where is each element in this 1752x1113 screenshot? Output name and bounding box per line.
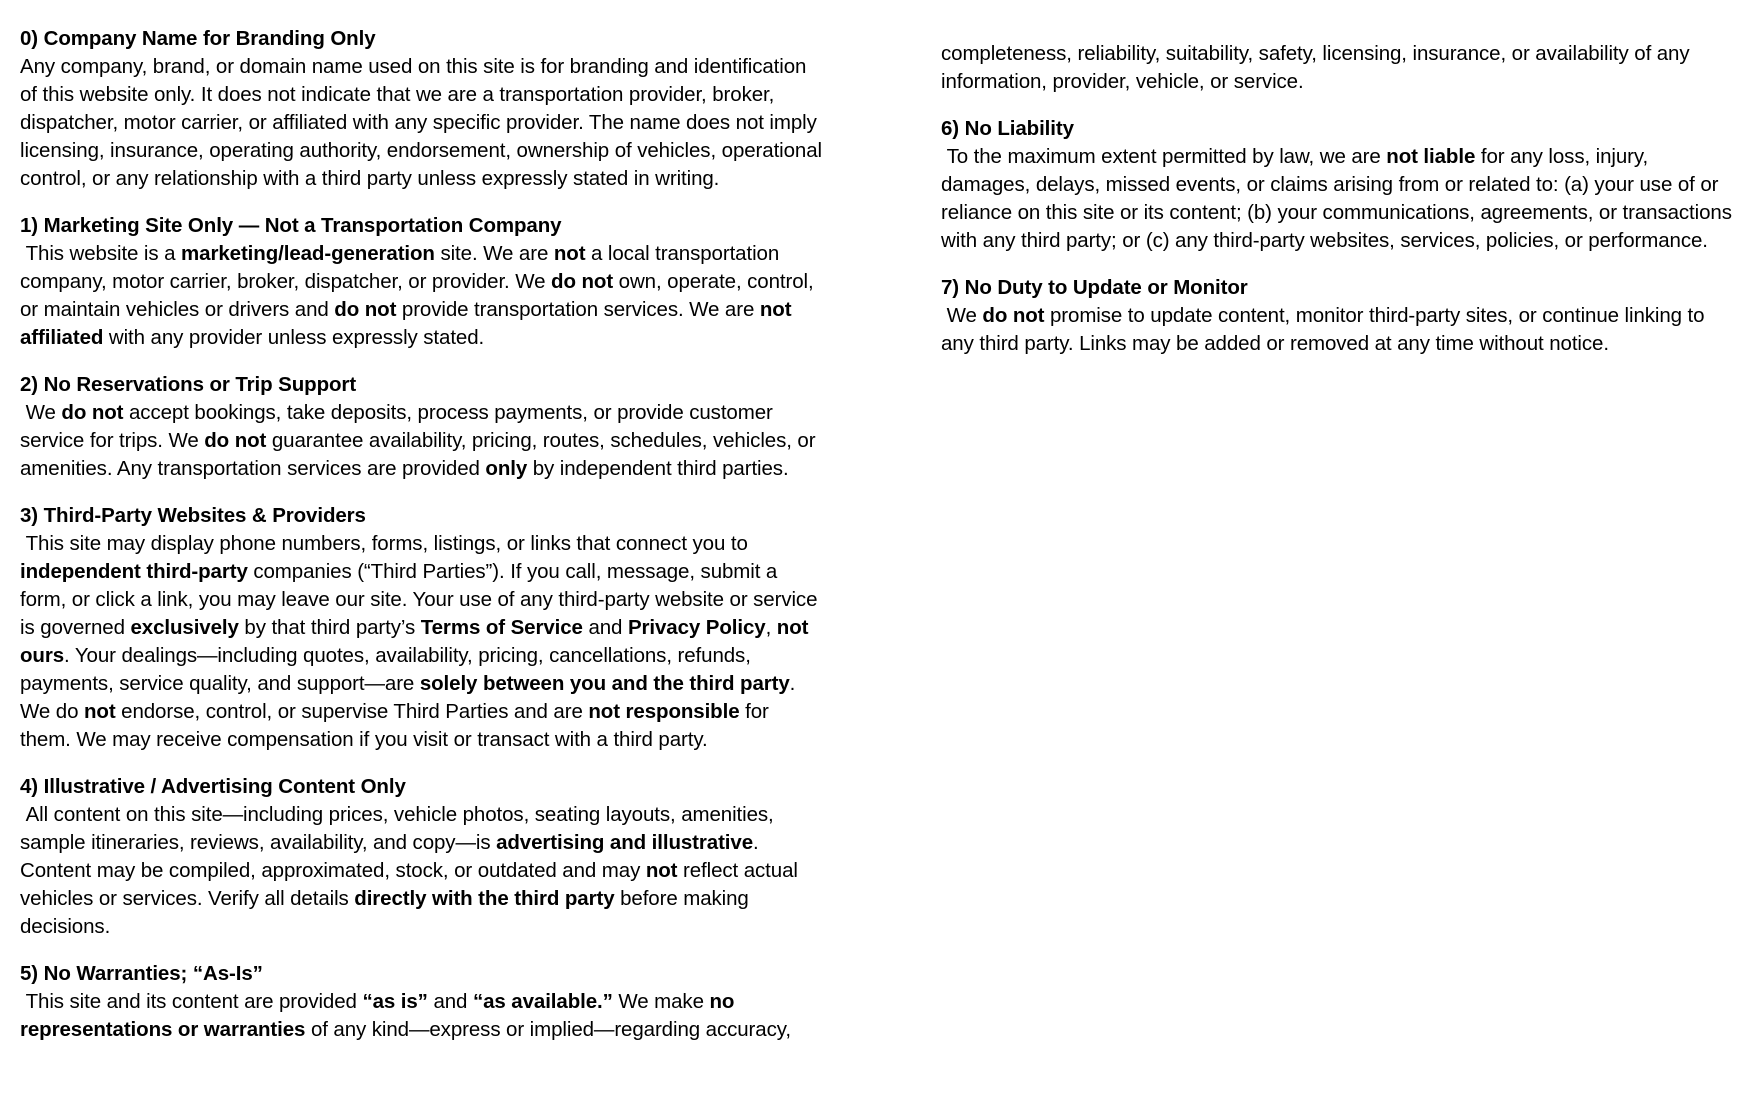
bold-text: do not (334, 298, 397, 321)
bold-text: only (485, 457, 528, 480)
bold-text: not liable (1386, 145, 1476, 168)
bold-text: not affiliated (20, 298, 798, 349)
bold-text: do not (982, 304, 1045, 327)
bold-text: not responsible (588, 700, 740, 723)
bold-text: Terms of Service (420, 616, 583, 639)
bold-text: do not (551, 270, 614, 293)
section-paragraph: 4) Illustrative / Advertising Content Only All content on this site—including prices, vehicle photos, seating layouts, amenities, sample itineraries, reviews, availability, and copy—is advertising and illustrative. Content may be compiled, approximated, stock, or outdated and may not reflect actual vehicles or services. Verify all details directly with the third party before making decisions. (20, 775, 804, 938)
section-paragraph: 2) No Reservations or Trip Support We do not accept bookings, take deposits, process payments, or provide customer service for trips. We do not guarantee availability, pricing, routes, schedules, vehicles, or amenities. Any transportation services are provided only by independent third parties. (20, 373, 822, 480)
section-paragraph: 3) Third-Party Websites & Providers This site may display phone numbers, forms, listings, or links that connect you to independent third-party companies (“Third Parties”). If you call, message, submit a form, or click a link, you may leave our site. Your use of any third-party website or service is governed exclusively by that third party’s Terms of Service and Privacy Policy, not ours. Your dealings—including quotes, availability, pricing, cancellations, refunds, payments, service quality, and support—are solely between you and the third party. We do not endorse, control, or supervise Third Parties and are not responsible for them. We may receive compensation if you visit or transact with a third party. (20, 504, 823, 751)
section-heading: 7) No Duty to Update or Monitor (941, 276, 1248, 299)
section-paragraph: 7) No Duty to Update or Monitor We do not promise to update content, monitor third-party sites, or continue linking to any third party. Links may be added or removed at any time without notice. (941, 276, 1711, 355)
bold-text: “as is” (362, 990, 428, 1013)
bold-text: marketing/lead-generation (181, 242, 435, 265)
bold-text: not (645, 859, 678, 882)
section-paragraph: 1) Marketing Site Only — Not a Transportation Company This website is a marketing/lead-generation site. We are not a local transportation company, motor carrier, broker, dispatcher, or provider. We do not own, operate, control, or maintain vehicles or drivers and do not provide transportation services. We are not affiliated with any provider unless expressly stated. (20, 214, 820, 349)
bold-text: not ours (20, 616, 814, 667)
section-heading: 5) No Warranties; “As-Is” (20, 962, 263, 985)
section-heading: 0) Company Name for Branding Only (20, 27, 376, 50)
section-heading: 4) Illustrative / Advertising Content Only (20, 775, 406, 798)
section-heading: 2) No Reservations or Trip Support (20, 373, 357, 396)
bold-text: Privacy Policy (627, 616, 766, 639)
right-column (941, 40, 1736, 358)
bold-text: solely between you and the third party (419, 672, 790, 695)
section-paragraph: 6) No Liability To the maximum extent permitted by law, we are not liable for any loss, injury, damages, delays, missed events, or claims arising from or related to: (a) your use of or reliance on this site or its content; (b) your communications, agreements, or transactions with any third party; or (c) any third-party websites, services, policies, or performance. (941, 117, 1738, 252)
bold-text: do not (204, 429, 267, 452)
bold-text: do not (61, 401, 124, 424)
bold-text: not (553, 242, 586, 265)
left-column (20, 25, 828, 1044)
bold-text: exclusively (130, 616, 239, 639)
bold-text: directly with the third party (354, 887, 615, 910)
bold-text: no representations or warranties (20, 990, 740, 1041)
bold-text: not (83, 700, 116, 723)
bold-text: advertising and illustrative (496, 831, 754, 854)
continuation-paragraph: completeness, reliability, suitability, safety, licensing, insurance, or availability of any information, provider, vehicle, or service. (941, 42, 1696, 93)
section-paragraph: 5) No Warranties; “As-Is” This site and its content are provided “as is” and “as available.” We make no representations or warranties of any kind—express or implied—regarding accuracy, (20, 962, 791, 1041)
bold-text: independent third-party (20, 560, 248, 583)
section-heading: 6) No Liability (941, 117, 1074, 140)
section-paragraph: 0) Company Name for Branding Only Any company, brand, or domain name used on this site is for branding and identification of this website only. It does not indicate that we are a transportation provider, broker, dispatcher, motor carrier, or affiliated with any specific provider. The name does not imply licensing, insurance, operating authority, endorsement, ownership of vehicles, operational control, or any relationship with a third party unless expressly stated in writing. (20, 27, 828, 190)
section-heading: 3) Third-Party Websites & Providers (20, 504, 366, 527)
bold-text: “as available.” (472, 990, 613, 1013)
section-heading: 1) Marketing Site Only — Not a Transportation Company (20, 214, 562, 237)
